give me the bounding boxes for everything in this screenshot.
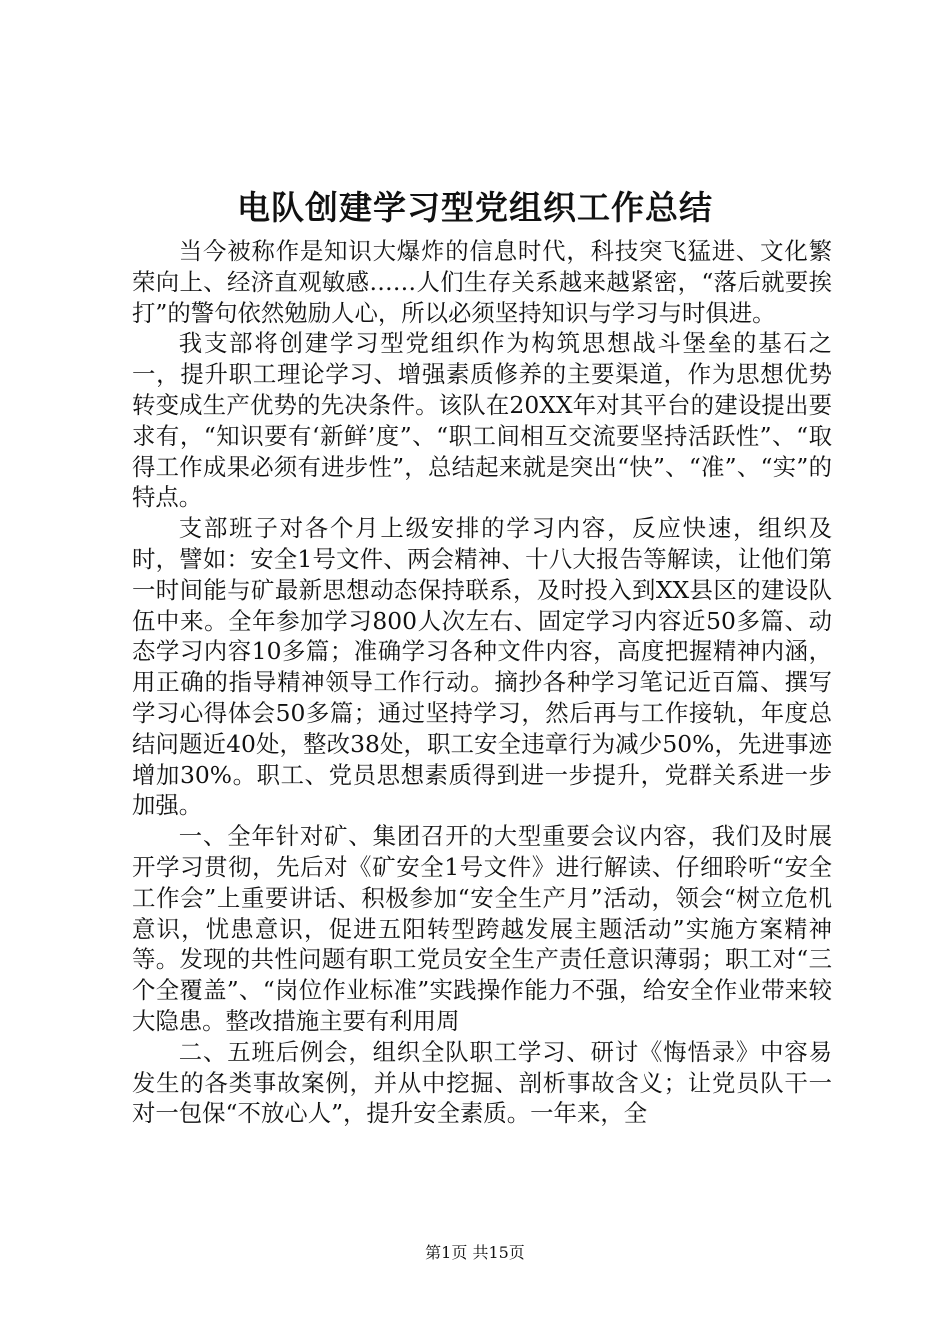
paragraph-study-results: 支部班子对各个月上级安排的学习内容，反应快速，组织及时，譬如：安全1号文件、两会精神、十八大报告等解读，让他们第一时间能与矿最新思想动态保持联系，及时投入到XX县区的建设队伍中来。全年参加学习800人次左右、固定学习内容近50多篇、动态学习内容10多篇；准确学习各种文件内容，高度把握精神内涵，用正确的指导精神领导工作行动。摘抄各种学习笔记近百篇、撰写学习心得体会50多篇；通过坚持学习，然后再与工作接轨，年度总结问题近40处，整改38处，职工安全违章行为减少50%，先进事迹增加30%。职工、党员思想素质得到进一步提升，党群关系进一步加强。: [132, 514, 832, 820]
page-title: 电队创建学习型党组织工作总结: [237, 188, 713, 227]
document-body: [132, 236, 832, 1129]
page-number-footer: 第1页 共15页: [425, 1243, 525, 1262]
paragraph-intro: 当今被称作是知识大爆炸的信息时代，科技突飞猛进、文化繁荣向上、经济直观敏感……人们生存关系越来越紧密，“落后就要挨打”的警句依然勉励人心，所以必须坚持知识与学习与时俱进。: [132, 237, 832, 327]
paragraph-branch-platform: 我支部将创建学习型党组织作为构筑思想战斗堡垒的基石之一，提升职工理论学习、增强素质修养的主要渠道，作为思想优势转变成生产优势的先决条件。该队在20XX年对其平台的建设提出要求有，“知识要有‘新鲜’度”、“职工间相互交流要坚持活跃性”、“取得工作成果必须有进步性”，总结起来就是突出“快”、“准”、“实”的特点。: [132, 329, 832, 512]
paragraph-section-two: 二、五班后例会，组织全队职工学习、研讨《悔悟录》中容易发生的各类事故案例，并从中挖掘、剖析事故含义；让党员队干一对一包保“不放心人”，提升安全素质。一年来，全: [132, 1037, 832, 1128]
paragraph-section-one: 一、全年针对矿、集团召开的大型重要会议内容，我们及时展开学习贯彻，先后对《矿安全1号文件》进行解读、仔细聆听“安全工作会”上重要讲话、积极参加“安全生产月”活动，领会“树立危机意识，忧患意识，促进五阳转型跨越发展主题活动”实施方案精神等。发现的共性问题有职工党员安全生产责任意识薄弱；职工对“三个全覆盖”、“岗位作业标准”实践操作能力不强，给安全作业带来较大隐患。整改措施主要有利用周: [132, 822, 832, 1035]
